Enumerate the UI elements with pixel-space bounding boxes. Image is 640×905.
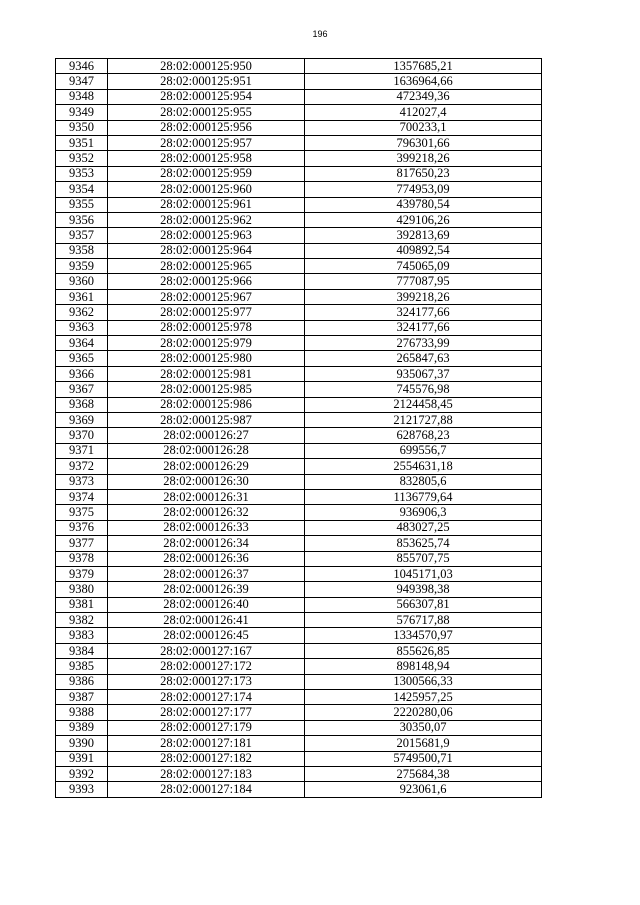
table-row (56, 197, 542, 212)
cadastral-number-cell: 28:02:000127:183 (108, 766, 305, 781)
table-row (56, 74, 542, 89)
table-row (56, 89, 542, 104)
cadastral-number-cell: 28:02:000126:30 (108, 474, 305, 489)
value-cell: 745576,98 (305, 382, 542, 397)
cadastral-number-cell: 28:02:000127:182 (108, 751, 305, 766)
row-number-cell: 9380 (56, 582, 108, 597)
value-cell: 796301,66 (305, 135, 542, 150)
cadastral-number-cell: 28:02:000126:33 (108, 520, 305, 535)
row-number-cell: 9390 (56, 736, 108, 751)
value-cell: 898148,94 (305, 659, 542, 674)
cadastral-number-cell: 28:02:000125:980 (108, 351, 305, 366)
cadastral-number-cell: 28:02:000125:978 (108, 320, 305, 335)
table-row (56, 243, 542, 258)
row-number-cell: 9376 (56, 520, 108, 535)
row-number-cell: 9381 (56, 597, 108, 612)
table-row (56, 736, 542, 751)
cadastral-number-cell: 28:02:000127:167 (108, 643, 305, 658)
table-row (56, 182, 542, 197)
value-cell: 936906,3 (305, 505, 542, 520)
value-cell: 699556,7 (305, 443, 542, 458)
value-cell: 1136779,64 (305, 489, 542, 504)
cadastral-number-cell: 28:02:000125:957 (108, 135, 305, 150)
table-row (56, 274, 542, 289)
cadastral-number-cell: 28:02:000125:985 (108, 382, 305, 397)
table-row (56, 720, 542, 735)
table-row (56, 643, 542, 658)
cadastral-number-cell: 28:02:000125:961 (108, 197, 305, 212)
value-cell: 275684,38 (305, 766, 542, 781)
registry-table-body (56, 59, 542, 798)
value-cell: 265847,63 (305, 351, 542, 366)
table-row (56, 320, 542, 335)
table-row (56, 166, 542, 181)
cadastral-number-cell: 28:02:000126:45 (108, 628, 305, 643)
row-number-cell: 9366 (56, 366, 108, 381)
row-number-cell: 9357 (56, 228, 108, 243)
row-number-cell: 9354 (56, 182, 108, 197)
cadastral-number-cell: 28:02:000125:954 (108, 89, 305, 104)
row-number-cell: 9356 (56, 212, 108, 227)
value-cell: 923061,6 (305, 782, 542, 797)
value-cell: 576717,88 (305, 613, 542, 628)
row-number-cell: 9369 (56, 412, 108, 427)
value-cell: 566307,81 (305, 597, 542, 612)
value-cell: 2124458,45 (305, 397, 542, 412)
row-number-cell: 9349 (56, 105, 108, 120)
table-row (56, 336, 542, 351)
page-number: 196 (312, 29, 328, 39)
row-number-cell: 9360 (56, 274, 108, 289)
table-row (56, 212, 542, 227)
row-number-cell: 9367 (56, 382, 108, 397)
value-cell: 1425957,25 (305, 690, 542, 705)
value-cell: 392813,69 (305, 228, 542, 243)
value-cell: 439780,54 (305, 197, 542, 212)
value-cell: 399218,26 (305, 151, 542, 166)
table-row (56, 566, 542, 581)
row-number-cell: 9393 (56, 782, 108, 797)
value-cell: 1636964,66 (305, 74, 542, 89)
value-cell: 429106,26 (305, 212, 542, 227)
row-number-cell: 9368 (56, 397, 108, 412)
row-number-cell: 9371 (56, 443, 108, 458)
table-row (56, 120, 542, 135)
cadastral-number-cell: 28:02:000125:960 (108, 182, 305, 197)
cadastral-number-cell: 28:02:000125:955 (108, 105, 305, 120)
table-row (56, 782, 542, 797)
cadastral-number-cell: 28:02:000125:981 (108, 366, 305, 381)
value-cell: 777087,95 (305, 274, 542, 289)
value-cell: 1300566,33 (305, 674, 542, 689)
value-cell: 628768,23 (305, 428, 542, 443)
table-row (56, 628, 542, 643)
cadastral-number-cell: 28:02:000125:963 (108, 228, 305, 243)
cadastral-number-cell: 28:02:000125:967 (108, 289, 305, 304)
table-row (56, 536, 542, 551)
cadastral-number-cell: 28:02:000127:179 (108, 720, 305, 735)
cadastral-number-cell: 28:02:000125:964 (108, 243, 305, 258)
row-number-cell: 9347 (56, 74, 108, 89)
value-cell: 5749500,71 (305, 751, 542, 766)
table-row (56, 382, 542, 397)
row-number-cell: 9391 (56, 751, 108, 766)
value-cell: 2220280,06 (305, 705, 542, 720)
value-cell: 817650,23 (305, 166, 542, 181)
cadastral-number-cell: 28:02:000125:965 (108, 259, 305, 274)
value-cell: 409892,54 (305, 243, 542, 258)
table-row (56, 613, 542, 628)
value-cell: 472349,36 (305, 89, 542, 104)
cadastral-number-cell: 28:02:000126:27 (108, 428, 305, 443)
row-number-cell: 9370 (56, 428, 108, 443)
table-row (56, 597, 542, 612)
value-cell: 30350,07 (305, 720, 542, 735)
table-row (56, 397, 542, 412)
row-number-cell: 9375 (56, 505, 108, 520)
table-row (56, 766, 542, 781)
row-number-cell: 9378 (56, 551, 108, 566)
row-number-cell: 9361 (56, 289, 108, 304)
cadastral-number-cell: 28:02:000125:966 (108, 274, 305, 289)
value-cell: 2554631,18 (305, 459, 542, 474)
table-row (56, 289, 542, 304)
table-row (56, 489, 542, 504)
row-number-cell: 9364 (56, 336, 108, 351)
table-row (56, 151, 542, 166)
value-cell: 412027,4 (305, 105, 542, 120)
value-cell: 1357685,21 (305, 59, 542, 74)
value-cell: 855707,75 (305, 551, 542, 566)
row-number-cell: 9351 (56, 135, 108, 150)
row-number-cell: 9350 (56, 120, 108, 135)
cadastral-number-cell: 28:02:000125:959 (108, 166, 305, 181)
row-number-cell: 9359 (56, 259, 108, 274)
value-cell: 2121727,88 (305, 412, 542, 427)
row-number-cell: 9373 (56, 474, 108, 489)
row-number-cell: 9377 (56, 536, 108, 551)
row-number-cell: 9372 (56, 459, 108, 474)
cadastral-number-cell: 28:02:000125:956 (108, 120, 305, 135)
cadastral-number-cell: 28:02:000126:34 (108, 536, 305, 551)
cadastral-number-cell: 28:02:000126:32 (108, 505, 305, 520)
cadastral-number-cell: 28:02:000127:181 (108, 736, 305, 751)
value-cell: 1045171,03 (305, 566, 542, 581)
cadastral-number-cell: 28:02:000126:36 (108, 551, 305, 566)
table-row (56, 674, 542, 689)
table-row (56, 135, 542, 150)
value-cell: 949398,38 (305, 582, 542, 597)
cadastral-number-cell: 28:02:000126:31 (108, 489, 305, 504)
cadastral-number-cell: 28:02:000126:29 (108, 459, 305, 474)
value-cell: 745065,09 (305, 259, 542, 274)
table-row (56, 443, 542, 458)
cadastral-number-cell: 28:02:000127:184 (108, 782, 305, 797)
table-row (56, 59, 542, 74)
row-number-cell: 9358 (56, 243, 108, 258)
value-cell: 935067,37 (305, 366, 542, 381)
table-row (56, 228, 542, 243)
cadastral-number-cell: 28:02:000126:37 (108, 566, 305, 581)
value-cell: 276733,99 (305, 336, 542, 351)
row-number-cell: 9387 (56, 690, 108, 705)
row-number-cell: 9383 (56, 628, 108, 643)
table-row (56, 582, 542, 597)
cadastral-number-cell: 28:02:000125:950 (108, 59, 305, 74)
row-number-cell: 9362 (56, 305, 108, 320)
row-number-cell: 9392 (56, 766, 108, 781)
value-cell: 855626,85 (305, 643, 542, 658)
row-number-cell: 9348 (56, 89, 108, 104)
cadastral-number-cell: 28:02:000126:28 (108, 443, 305, 458)
table-row (56, 366, 542, 381)
row-number-cell: 9386 (56, 674, 108, 689)
value-cell: 853625,74 (305, 536, 542, 551)
cadastral-number-cell: 28:02:000127:177 (108, 705, 305, 720)
value-cell: 774953,09 (305, 182, 542, 197)
cadastral-number-cell: 28:02:000125:979 (108, 336, 305, 351)
row-number-cell: 9389 (56, 720, 108, 735)
row-number-cell: 9374 (56, 489, 108, 504)
value-cell: 2015681,9 (305, 736, 542, 751)
table-row (56, 428, 542, 443)
cadastral-number-cell: 28:02:000125:962 (108, 212, 305, 227)
value-cell: 399218,26 (305, 289, 542, 304)
cadastral-number-cell: 28:02:000126:39 (108, 582, 305, 597)
table-row (56, 105, 542, 120)
row-number-cell: 9382 (56, 613, 108, 628)
table-row (56, 659, 542, 674)
value-cell: 324177,66 (305, 320, 542, 335)
table-row (56, 459, 542, 474)
row-number-cell: 9353 (56, 166, 108, 181)
cadastral-number-cell: 28:02:000125:977 (108, 305, 305, 320)
table-row (56, 505, 542, 520)
cadastral-number-cell: 28:02:000126:41 (108, 613, 305, 628)
value-cell: 832805,6 (305, 474, 542, 489)
registry-table (55, 58, 542, 798)
row-number-cell: 9385 (56, 659, 108, 674)
table-row (56, 705, 542, 720)
row-number-cell: 9384 (56, 643, 108, 658)
row-number-cell: 9363 (56, 320, 108, 335)
cadastral-number-cell: 28:02:000125:986 (108, 397, 305, 412)
table-row (56, 305, 542, 320)
row-number-cell: 9352 (56, 151, 108, 166)
value-cell: 700233,1 (305, 120, 542, 135)
row-number-cell: 9379 (56, 566, 108, 581)
table-row (56, 551, 542, 566)
table-row (56, 259, 542, 274)
cadastral-number-cell: 28:02:000127:174 (108, 690, 305, 705)
cadastral-number-cell: 28:02:000127:173 (108, 674, 305, 689)
cadastral-number-cell: 28:02:000126:40 (108, 597, 305, 612)
table-row (56, 690, 542, 705)
cadastral-number-cell: 28:02:000127:172 (108, 659, 305, 674)
row-number-cell: 9355 (56, 197, 108, 212)
table-row (56, 751, 542, 766)
cadastral-number-cell: 28:02:000125:951 (108, 74, 305, 89)
table-row (56, 351, 542, 366)
value-cell: 1334570,97 (305, 628, 542, 643)
value-cell: 483027,25 (305, 520, 542, 535)
row-number-cell: 9365 (56, 351, 108, 366)
value-cell: 324177,66 (305, 305, 542, 320)
row-number-cell: 9346 (56, 59, 108, 74)
row-number-cell: 9388 (56, 705, 108, 720)
cadastral-number-cell: 28:02:000125:958 (108, 151, 305, 166)
table-row (56, 520, 542, 535)
cadastral-number-cell: 28:02:000125:987 (108, 412, 305, 427)
table-row (56, 412, 542, 427)
table-row (56, 474, 542, 489)
